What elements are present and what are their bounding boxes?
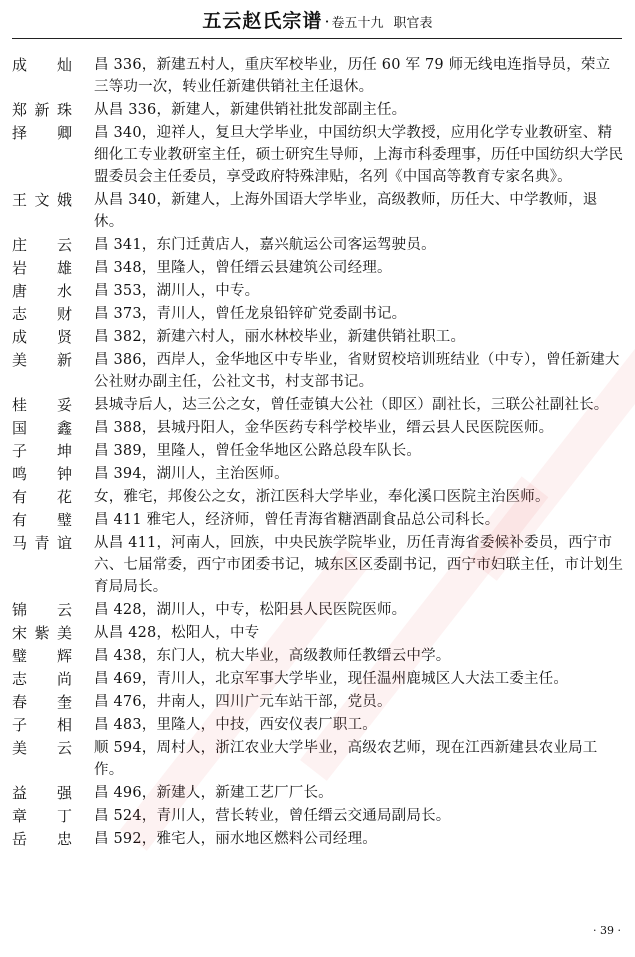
- entry-name: 马青谊: [12, 534, 72, 552]
- entry-description: 昌 394，湖川人，主治医师。: [94, 466, 289, 482]
- entry-row: [12, 645, 624, 667]
- entry-row: [12, 714, 624, 736]
- entry-name: 鸣 钟: [12, 465, 72, 483]
- entry-row: [12, 303, 624, 325]
- entry-row: [12, 349, 624, 393]
- entry-description: 从昌 411，河南人，回族，中央民族学院毕业，历任青海省委候补委员，西宁市六、七届常委，西宁市团委书记，城东区区委副书记，西宁市妇联主任，市计划生育局局长。: [94, 535, 624, 595]
- entry-row: [12, 99, 624, 121]
- entry-description: 昌 483，里隆人，中技，西安仪表厂职工。: [94, 717, 377, 733]
- entry-row: [12, 122, 624, 188]
- volume-label: 卷五十九: [331, 16, 384, 31]
- entry-row: [12, 486, 624, 508]
- entry-name: 王文娥: [12, 191, 72, 209]
- entry-description: 昌 382，新建六村人，丽水林校毕业，新建供销社职工。: [94, 329, 466, 345]
- page-header: [0, 8, 635, 37]
- entry-row: [12, 257, 624, 279]
- entry-name: 择 卿: [12, 124, 72, 142]
- entry-description: 顺 594，周村人，浙江农业大学毕业，高级农艺师，现在江西新建县农业局工作。: [94, 740, 598, 778]
- entry-description: 女，雅宅，邦俊公之女，浙江医科大学毕业，奉化溪口医院主治医师。: [94, 489, 550, 505]
- entry-name: 子 相: [12, 716, 72, 734]
- entry-row: [12, 189, 624, 233]
- entry-description: 昌 438，东门人，杭大毕业，高级教师任教缙云中学。: [94, 648, 451, 664]
- entry-name: 国 鑫: [12, 419, 72, 437]
- entry-name: 春 奎: [12, 693, 72, 711]
- entry-row: [12, 532, 624, 598]
- entry-description: 从昌 340，新建人，上海外国语大学毕业，高级教师，历任大、中学教师，退休。: [94, 192, 598, 230]
- entry-description: 昌 386，西岸人，金华地区中专毕业，省财贸校培训班结业（中专），曾任新建大公社财办副主任，公社文书，村支部书记。: [94, 352, 620, 390]
- entry-name: 美 新: [12, 351, 72, 369]
- entry-name: 有 花: [12, 488, 72, 506]
- header-rule: [12, 38, 622, 39]
- genealogy-title: 五云赵氏宗谱: [202, 10, 323, 32]
- entry-name: 美 云: [12, 739, 72, 757]
- entry-description: 昌 389，里隆人，曾任金华地区公路总段车队长。: [94, 443, 422, 459]
- entry-row: [12, 737, 624, 781]
- entry-description: 昌 469，青川人，北京军事大学毕业，现任温州鹿城区人大法工委主任。: [94, 671, 569, 687]
- entry-name: 唐 水: [12, 282, 72, 300]
- entry-name: 章 丁: [12, 807, 72, 825]
- entry-row: [12, 463, 624, 485]
- entry-row: [12, 54, 624, 98]
- entry-description: 县城寺后人，达三公之女，曾任壶镇大公社（即区）副社长，三联公社副社长。: [94, 397, 609, 413]
- entry-row: [12, 599, 624, 621]
- entry-row: [12, 622, 624, 644]
- entry-description: 昌 476，井南人，四川广元车站干部，党员。: [94, 694, 392, 710]
- entry-row: [12, 280, 624, 302]
- entry-name: 志 尚: [12, 670, 72, 688]
- page-number: · 39 ·: [593, 924, 621, 937]
- entry-description: 昌 348，里隆人，曾任缙云县建筑公司经理。: [94, 260, 392, 276]
- entry-description: 从昌 336，新建人，新建供销社批发部副主任。: [94, 102, 407, 118]
- entry-name: 锦 云: [12, 601, 72, 619]
- entry-name: 益 强: [12, 784, 72, 802]
- entry-row: [12, 509, 624, 531]
- entry-row: [12, 417, 624, 439]
- entry-description: 昌 496，新建人，新建工艺厂厂长。: [94, 785, 333, 801]
- entry-row: [12, 668, 624, 690]
- entry-name: 岩 雄: [12, 259, 72, 277]
- officials-table: [12, 54, 624, 851]
- entry-name: 璧 辉: [12, 647, 72, 665]
- header-separator: ·: [324, 12, 330, 31]
- entry-row: [12, 805, 624, 827]
- entry-row: [12, 440, 624, 462]
- entry-name: 岳 忠: [12, 830, 72, 848]
- entry-name: 成 灿: [12, 56, 72, 74]
- section-label: 职官表: [393, 16, 433, 31]
- entry-description: 昌 373，青川人，曾任龙泉铅锌矿党委副书记。: [94, 306, 407, 322]
- entry-row: [12, 394, 624, 416]
- entry-description: 昌 524，青川人，营长转业，曾任缙云交通局副局长。: [94, 808, 451, 824]
- entry-description: 昌 411 雅宅人，经济师，曾任青海省糖酒副食品总公司科长。: [94, 512, 500, 528]
- entry-name: 宋紫美: [12, 624, 72, 642]
- entry-description: 昌 353，湖川人，中专。: [94, 283, 260, 299]
- entry-row: [12, 234, 624, 256]
- entry-row: [12, 828, 624, 850]
- entry-name: 郑新珠: [12, 101, 72, 119]
- entry-row: [12, 691, 624, 713]
- entry-name: 桂 妥: [12, 396, 72, 414]
- entry-description: 昌 336，新建五村人，重庆军校毕业，历任 60 军 79 师无线电连指导员，荣立三等功一次，转业任新建供销社主任退休。: [94, 57, 611, 95]
- entry-name: 志 财: [12, 305, 72, 323]
- entry-description: 昌 341，东门迁黄店人，嘉兴航运公司客运驾驶员。: [94, 237, 436, 253]
- entry-name: 子 坤: [12, 442, 72, 460]
- entry-name: 有 璧: [12, 511, 72, 529]
- entry-name: 庄 云: [12, 236, 72, 254]
- entry-row: [12, 326, 624, 348]
- entry-description: 昌 428，湖川人，中专，松阳县人民医院医师。: [94, 602, 407, 618]
- entry-description: 从昌 428，松阳人，中专: [94, 625, 260, 641]
- entry-description: 昌 340，迎祥人，复旦大学毕业，中国纺织大学教授，应用化学专业教研室、精细化工专业教研室主任，硕士研究生导师，上海市科委理事，历任中国纺织大学民盟委员会主任委员，享受政府特殊津贴，名列《中国高等教育专家名典》。: [94, 125, 624, 185]
- entry-name: 成 贤: [12, 328, 72, 346]
- entry-row: [12, 782, 624, 804]
- entry-description: 昌 388，县城丹阳人，金华医药专科学校毕业，缙云县人民医院医师。: [94, 420, 554, 436]
- entry-description: 昌 592，雅宅人，丽水地区燃料公司经理。: [94, 831, 377, 847]
